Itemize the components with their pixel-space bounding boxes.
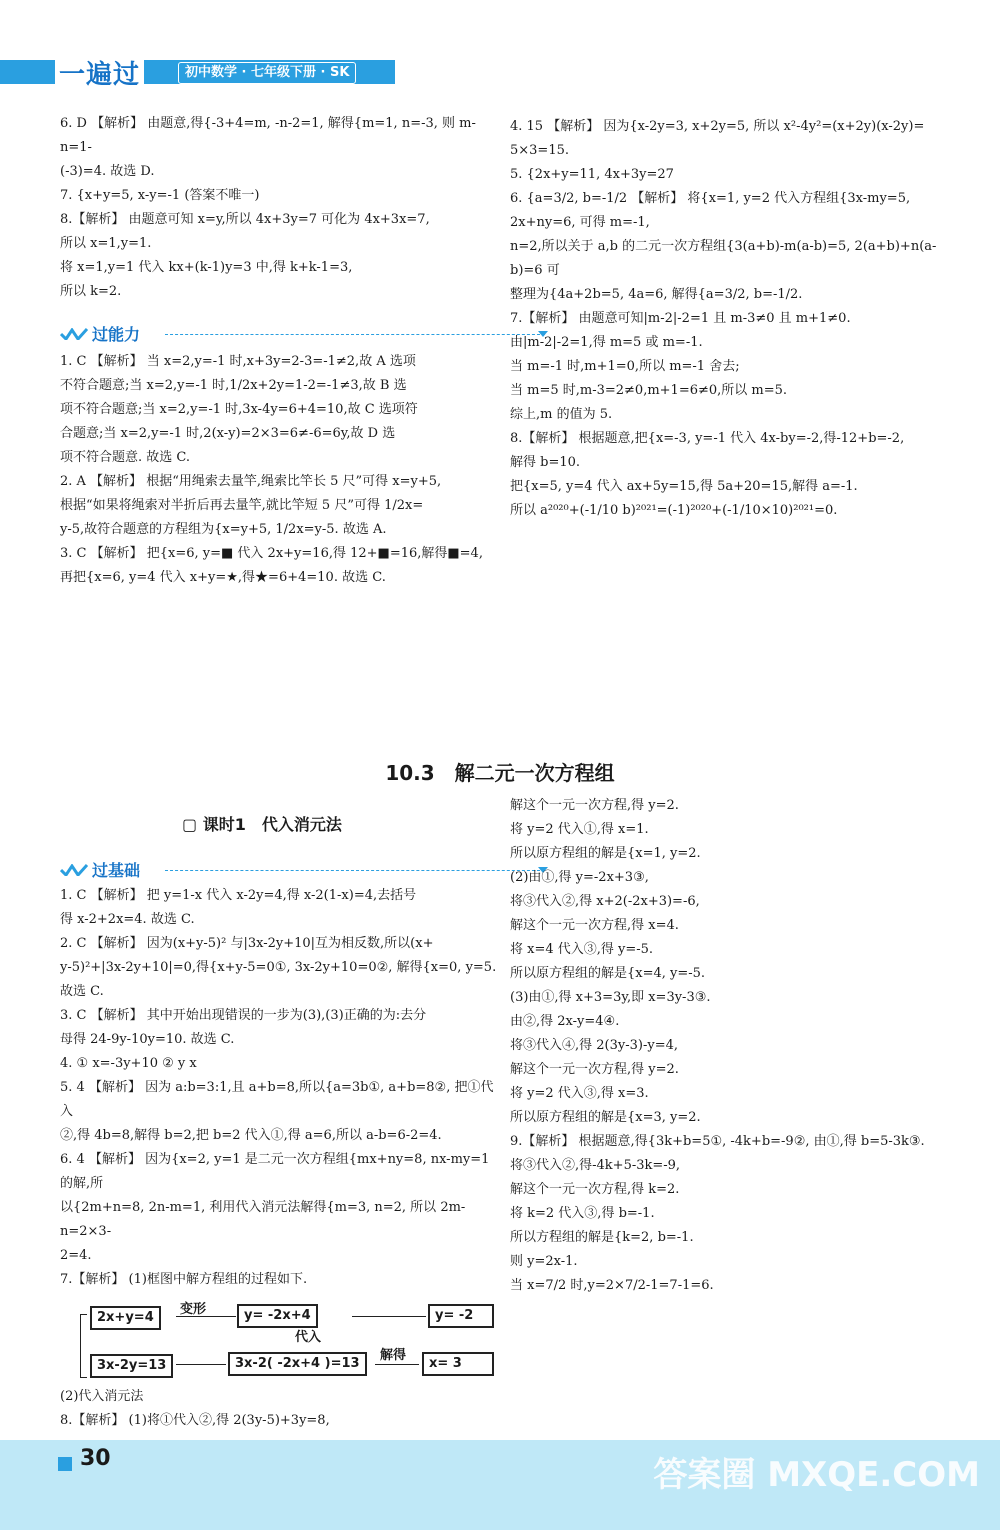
answer-line: 将③代入②,得 x+2(-2x+3)=-6, (510, 894, 700, 909)
section-marker-icon (60, 864, 88, 876)
left-nengli-answers (60, 350, 500, 590)
answer-line: 再把{x=6, y=4 代入 x+y=★,得★=6+4=10. 故选 C. (60, 570, 386, 585)
section-title: 过能力 (92, 325, 141, 344)
lesson-heading (182, 812, 342, 835)
answer-line: 6. {a=3/2, b=-1/2 【解析】 将{x=1, y=2 代入方程组{3x-my=5, 2x+ny=6, 可得 m=-1, (510, 191, 911, 230)
answer-line: 母得 24-9y-10y=10. 故选 C. (60, 1032, 235, 1047)
answer-line: 2=4. (60, 1248, 92, 1263)
answer-line: 将③代入④,得 2(3y-3)-y=4, (510, 1038, 678, 1053)
answer-line: 将 x=1,y=1 代入 kx+(k-1)y=3 中,得 k+k-1=3, (60, 260, 353, 275)
section-title: 过基础 (92, 861, 141, 880)
flow-eq2: 3x-2y=13 (90, 1354, 173, 1378)
answer-line: 8.【解析】 (1)将①代入②,得 2(3y-5)+3y=8, (60, 1413, 330, 1428)
answer-line: 所以 a²⁰²⁰+(-1/10 b)²⁰²¹=(-1)²⁰²⁰+(-1/10×10)²⁰²¹=0. (510, 503, 838, 518)
answer-line: 所以 x=1,y=1. (60, 236, 152, 251)
answer-line: 6. D 【解析】 由题意,得{-3+4=m, -n-2=1, 解得{m=1, n=-3, 则 m-n=1- (60, 116, 476, 155)
answer-line: 所以原方程组的解是{x=4, y=-5. (510, 966, 706, 981)
flow-box-y: y= -2x+4 (237, 1304, 318, 1328)
answer-line: 解这个一元一次方程,得 k=2. (510, 1182, 680, 1197)
flow-arrow (176, 1364, 226, 1365)
page-number: 30 (80, 1446, 111, 1471)
lesson-icon: ▢ (182, 815, 198, 834)
left-bottom-answers (60, 1385, 500, 1433)
answer-line: 由②,得 2x-y=4④. (510, 1014, 620, 1029)
answer-line: 所以方程组的解是{k=2, b=-1. (510, 1230, 694, 1245)
answer-line: 解这个一元一次方程,得 y=2. (510, 1062, 679, 1077)
answer-line: (2)代入消元法 (60, 1389, 144, 1404)
watermark: 答案圈 MXQE.COM (653, 1455, 980, 1495)
flow-eq1: 2x+y=4 (90, 1306, 161, 1330)
answer-line: 项不符合题意;当 x=2,y=-1 时,3x-4y=6+4=10,故 C 选项符 (60, 402, 418, 417)
flow-box-substituted: 3x-2( -2x+4 )=13 (228, 1352, 367, 1376)
page-marker (58, 1457, 72, 1471)
flow-arrow (352, 1316, 426, 1317)
answer-line: 将 y=2 代入①,得 x=1. (510, 822, 649, 837)
answer-line: 所以原方程组的解是{x=3, y=2. (510, 1110, 701, 1125)
answer-line: n=2,所以关于 a,b 的二元一次方程组{3(a+b)-m(a-b)=5, 2(a+b)+n(a-b)=6 可 (510, 239, 937, 278)
page-header (0, 0, 1000, 95)
flow-box-y-result: y= -2 (428, 1304, 494, 1328)
answer-line: 所以原方程组的解是{x=1, y=2. (510, 846, 701, 861)
section-nengli (60, 322, 560, 348)
answer-line: 当 x=7/2 时,y=2×7/2-1=7-1=6. (510, 1278, 714, 1293)
section-heading: 10.3 解二元一次方程组 (385, 761, 615, 785)
answer-line: 以{2m+n=8, 2n-m=1, 利用代入消元法解得{m=3, n=2, 所以 2m-n=2×3- (60, 1200, 466, 1239)
answer-line: 2. A 【解析】 根据“用绳索去量竿,绳索比竿长 5 尺”可得 x=y+5, (60, 474, 442, 489)
answer-line: 当 m=-1 时,m+1=0,所以 m=-1 舍去; (510, 359, 740, 374)
section-marker-icon (60, 328, 88, 340)
answer-line: 将③代入②,得-4k+5-3k=-9, (510, 1158, 681, 1173)
answer-line: 将 x=4 代入③,得 y=-5. (510, 942, 654, 957)
answer-line: 3. C 【解析】 把{x=6, y=■ 代入 2x+y=16,得 12+■=16,解得■=4, (60, 546, 483, 561)
answer-line: 根据“如果将绳索对半折后再去量竿,就比竿短 5 尺”可得 1/2x= (60, 498, 424, 513)
answer-line: 6. 4 【解析】 因为{x=2, y=1 是二元一次方程组{mx+ny=8, nx-my=1 的解,所 (60, 1152, 490, 1191)
right-bottom-answers (510, 794, 960, 1298)
flow-step-transform: 变形 (180, 1302, 207, 1317)
answer-line: 7.【解析】 (1)框图中解方程组的过程如下. (60, 1272, 308, 1287)
answer-line: 所以 k=2. (60, 284, 122, 299)
answer-line: 2. C 【解析】 因为(x+y-5)² 与|3x-2y+10|互为相反数,所以(x+ (60, 936, 434, 951)
answer-line: 合题意;当 x=2,y=-1 时,2(x-y)=2×3=6≠-6=6y,故 D 选 (60, 426, 396, 441)
answer-line: y-5,故符合题意的方程组为{x=y+5, 1/2x=y-5. 故选 A. (60, 522, 387, 537)
answer-line: 将 y=2 代入③,得 x=3. (510, 1086, 649, 1101)
brand-logo: 一遍过 (55, 54, 144, 91)
lesson-title: 课时1 代入消元法 (202, 815, 342, 834)
flow-arrow (176, 1316, 236, 1317)
answer-line: 1. C 【解析】 把 y=1-x 代入 x-2y=4,得 x-2(1-x)=4,去括号 (60, 888, 417, 903)
flow-arrow (375, 1364, 419, 1365)
answer-line: 5. {2x+y=11, 4x+3y=27 (510, 167, 674, 182)
answer-line: 解这个一元一次方程,得 y=2. (510, 798, 679, 813)
flow-step-solve: 解得 (380, 1348, 407, 1363)
answer-line: 当 m=5 时,m-3=2≠0,m+1=6≠0,所以 m=5. (510, 383, 788, 398)
flow-brace (80, 1314, 87, 1378)
answer-line: ②,得 4b=8,解得 b=2,把 b=2 代入①,得 a=6,所以 a-b=6-2=4. (60, 1128, 442, 1143)
section-divider (165, 334, 545, 335)
answer-line: 得 x-2+2x=4. 故选 C. (60, 912, 195, 927)
answer-line: 则 y=2x-1. (510, 1254, 578, 1269)
left-jichu-answers (60, 884, 500, 1292)
flow-box-x: x= 3 (422, 1352, 494, 1376)
right-top-answers (510, 115, 960, 523)
answer-line: 5×3=15. (510, 143, 570, 158)
answer-line: y-5)²+|3x-2y+10|=0,得{x+y-5=0①, 3x-2y+10=0②, 解得{x=0, y=5. 故选 C. (60, 960, 497, 999)
answer-line: 综上,m 的值为 5. (510, 407, 613, 422)
answer-line: 4. ① x=-3y+10 ② y x (60, 1056, 197, 1071)
answer-line: 8.【解析】 由题意可知 x=y,所以 4x+3y=7 可化为 4x+3x=7, (60, 212, 430, 227)
answer-line: 5. 4 【解析】 因为 a:b=3:1,且 a+b=8,所以{a=3b①, a+b=8②, 把①代入 (60, 1080, 494, 1119)
section-divider (165, 870, 545, 871)
answer-line: 1. C 【解析】 当 x=2,y=-1 时,x+3y=2-3=-1≠2,故 A 选项 (60, 354, 416, 369)
answer-line: 4. 15 【解析】 因为{x-2y=3, x+2y=5, 所以 x²-4y²=(x+2y)(x-2y)= (510, 119, 925, 134)
answer-line: 解这个一元一次方程,得 x=4. (510, 918, 679, 933)
answer-line: (-3)=4. 故选 D. (60, 164, 155, 179)
answer-line: (2)由①,得 y=-2x+3③, (510, 870, 649, 885)
answer-line: 9.【解析】 根据题意,得{3k+b=5①, -4k+b=-9②, 由①,得 b=5-3k③. (510, 1134, 925, 1149)
answer-line: 8.【解析】 根据题意,把{x=-3, y=-1 代入 4x-by=-2,得-12+b=-2, (510, 431, 905, 446)
answer-line: 3. C 【解析】 其中开始出现错误的一步为(3),(3)正确的为:去分 (60, 1008, 427, 1023)
left-top-answers (60, 112, 500, 304)
answer-line: 将 k=2 代入③,得 b=-1. (510, 1206, 655, 1221)
solution-flowchart (80, 1298, 500, 1383)
answer-line: 把{x=5, y=4 代入 ax+5y=15,得 5a+20=15,解得 a=-1. (510, 479, 858, 494)
section-jichu (60, 858, 560, 884)
answer-line: 7.【解析】 由题意可知|m-2|-2=1 且 m-3≠0 且 m+1≠0. (510, 311, 851, 326)
answer-line: 解得 b=10. (510, 455, 581, 470)
book-subtitle: 初中数学 · 七年级下册 · SK (178, 62, 356, 84)
answer-line: 由|m-2|-2=1,得 m=5 或 m=-1. (510, 335, 703, 350)
flow-step-substitute: 代入 (295, 1330, 322, 1345)
answer-line: 7. {x+y=5, x-y=-1 (答案不唯一) (60, 188, 260, 203)
answer-line: (3)由①,得 x+3=3y,即 x=3y-3③. (510, 990, 711, 1005)
answer-line: 不符合题意;当 x=2,y=-1 时,1/2x+2y=1-2=-1≠3,故 B 选 (60, 378, 407, 393)
answer-line: 项不符合题意. 故选 C. (60, 450, 191, 465)
answer-line: 整理为{4a+2b=5, 4a=6, 解得{a=3/2, b=-1/2. (510, 287, 803, 302)
